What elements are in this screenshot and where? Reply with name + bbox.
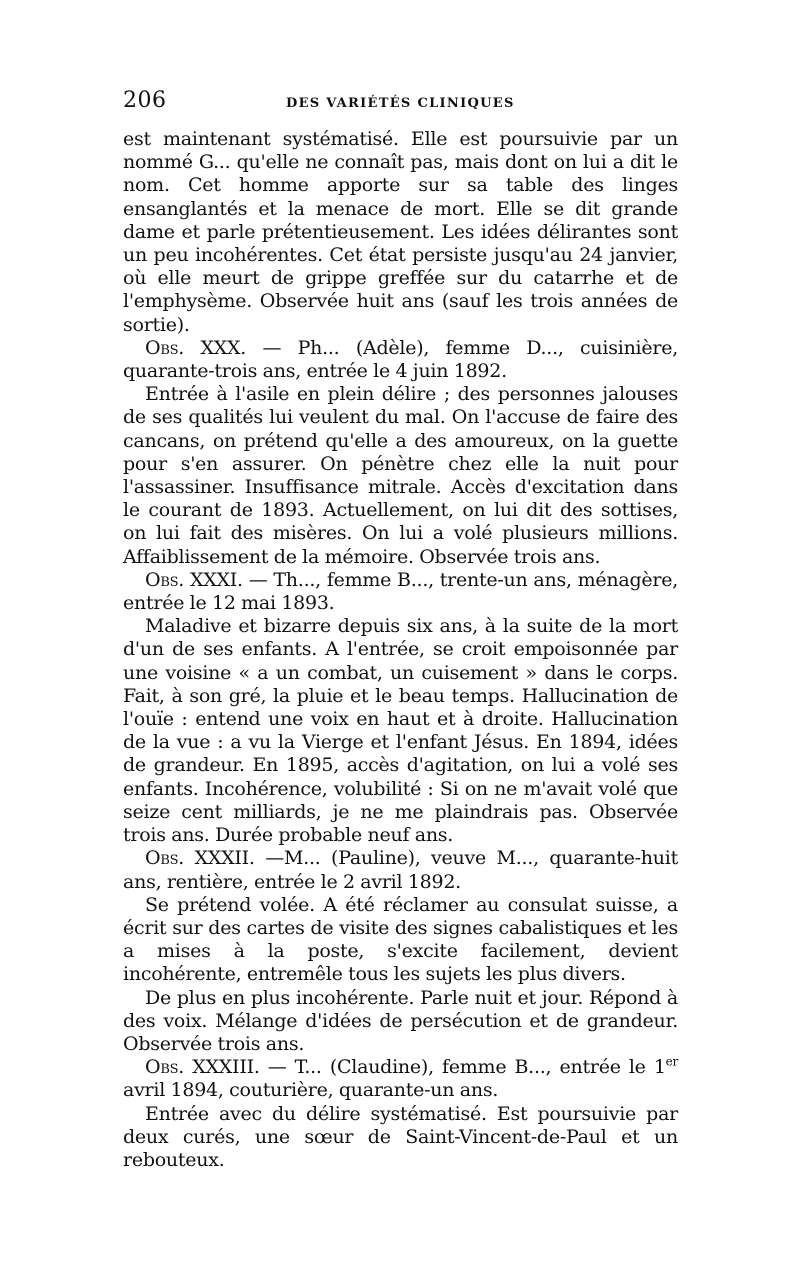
paragraph-text: — T... (Claudine), femme B..., entrée le 1 [259, 1056, 666, 1079]
paragraph-text: est maintenant systématisé. Elle est poursuivie par un nommé G... qu'elle ne connaît pas, mais dont on lui a dit le nom. Cet homme apporte sur sa table des linges ensanglantés et la menace de mort. Elle se dit grande dame et parle prétentieusement. Les idées délirantes sont un peu incohérentes. Cet état persiste jusqu'au 24 janvier, où elle meurt de grippe greffée sur du catarrhe et de l'emphysème. Observée huit ans (sauf les trois années de sortie). [123, 128, 678, 336]
paragraph [123, 987, 678, 1057]
paragraph-text: Entrée avec du délire systématisé. Est poursuivie par deux curés, une sœur de Saint-Vincent-de-Paul et un rebouteux. [123, 1102, 678, 1171]
running-head [123, 88, 678, 116]
paragraph-text: — Ph... (Adèle), femme D..., cuisinière, quarante-trois ans, entrée le 4 juin 1892. [123, 336, 678, 383]
paragraph-text-continued: avril 1894, couturière, quarante-un ans. [123, 1079, 499, 1102]
observation-label: Obs. XXXIII. [145, 1056, 260, 1079]
observation-label: Obs. XXXII. [145, 847, 255, 870]
observation-heading [123, 1056, 678, 1102]
paragraph [123, 615, 678, 847]
observation-label: Obs. XXXI. [145, 568, 243, 591]
paragraph-text: Se prétend volée. A été réclamer au consulat suisse, a écrit sur des cartes de visite des signes cabalistiques et les a mises à la poste, s'excite facilement, devient incohérente, entremêle tous les sujets les plus divers. [123, 893, 678, 986]
observation-heading [123, 337, 678, 383]
book-page [123, 88, 678, 1172]
body-text [123, 128, 678, 1172]
observation-heading [123, 569, 678, 615]
paragraph-text: Maladive et bizarre depuis six ans, à la suite de la mort d'un de ses enfants. A l'entrée, se croit empoisonnée par une voisine « a un combat, un cuisement » dans le corps. Fait, à son gré, la pluie et le beau temps. Hallucination de l'ouïe : entend une voix en haut et à droite. Hallucination de la vue : a vu la Vierge et l'enfant Jésus. En 1894, idées de grandeur. En 1895, accès d'agitation, on lui a volé ses enfants. Incohérence, volubilité : Si on ne m'avait volé que seize cent milliards, je ne me plaindrais pas. Observée trois ans. Durée probable neuf ans. [123, 615, 678, 847]
paragraph [123, 1103, 678, 1173]
observation-heading [123, 847, 678, 893]
paragraph-text: De plus en plus incohérente. Parle nuit et jour. Répond à des voix. Mélange d'idées de persécution et de grandeur. Observée trois ans. [123, 986, 678, 1055]
running-title: DES VARIÉTÉS CLINIQUES [286, 96, 515, 111]
paragraph [123, 383, 678, 569]
observation-label: Obs. XXX. [145, 336, 247, 359]
paragraph [123, 128, 678, 337]
paragraph-text: — Th..., femme B..., trente-un ans, ménagère, entrée le 12 mai 1893. [123, 568, 678, 615]
superscript: er [665, 1054, 679, 1069]
paragraph [123, 894, 678, 987]
paragraph-text: Entrée à l'asile en plein délire ; des personnes jalouses de ses qualités lui veulent du mal. On l'accuse de faire des cancans, on prétend qu'elle a des amoureux, on la guette pour s'en assurer. On pénètre chez elle la nuit pour l'assassiner. Insuffisance mitrale. Accès d'excitation dans le courant de 1893. Actuellement, on lui dit des sottises, on lui fait des misères. On lui a volé plusieurs millions. Affaiblissement de la mémoire. Observée trois ans. [123, 383, 678, 568]
page-number: 206 [123, 88, 167, 113]
paragraph-text: —M... (Pauline), veuve M..., quarante-huit ans, rentière, entrée le 2 avril 1892. [123, 847, 678, 893]
